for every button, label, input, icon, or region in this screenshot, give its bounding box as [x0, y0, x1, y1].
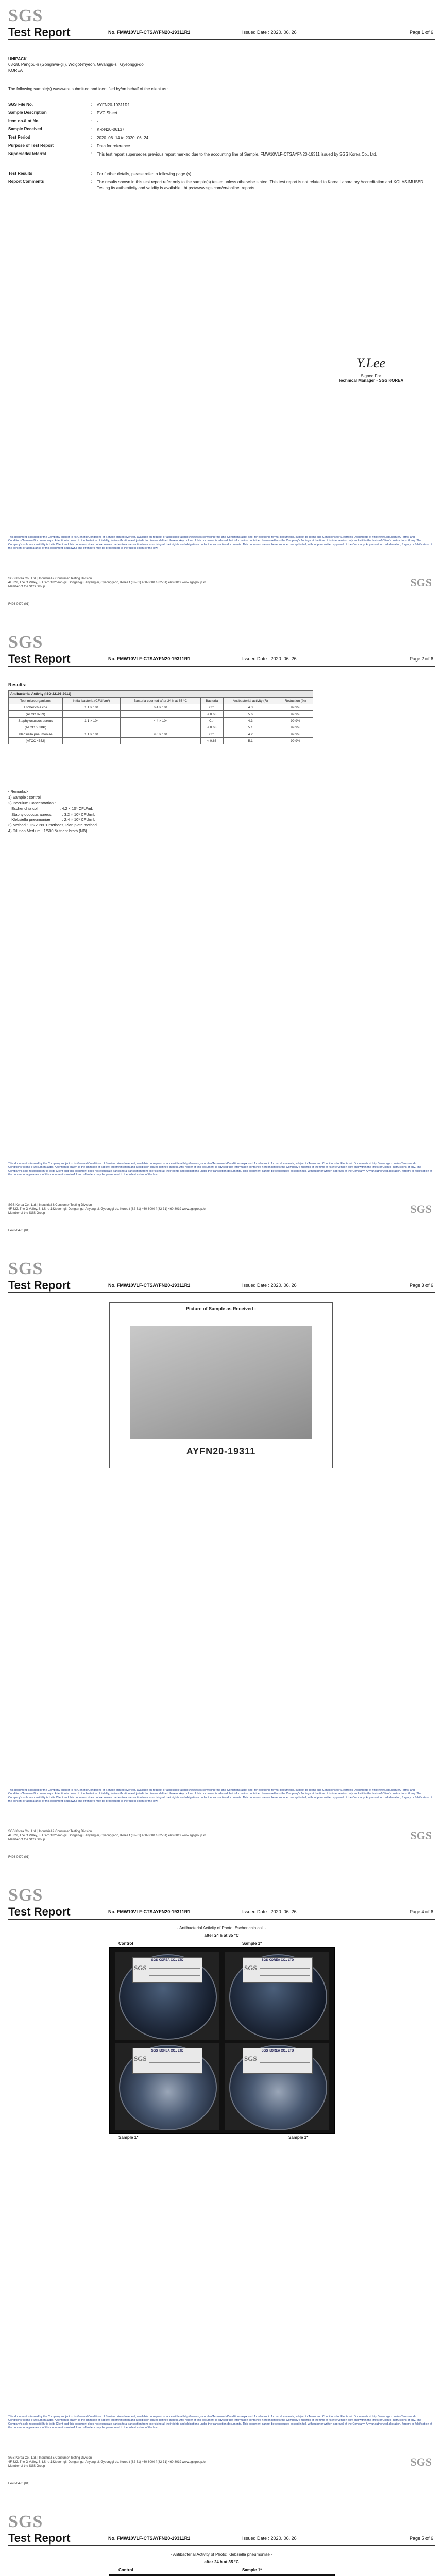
issued-date: Issued Date : 2020. 06. 26: [242, 30, 297, 35]
report-number: No. FMW10VLF-CTSAYFN20-19311R1: [108, 1909, 191, 1914]
results-table: [8, 690, 313, 744]
petri-dish: SGS KOREA CO., LTD SGS: [115, 1952, 219, 2040]
footer-company: SGS Korea Co., Ltd. | Industrial & Consumer Testing Division 4F 322, The O Valley, 8, LS-ro 182beon-gil, Dongan-gu, Anyang-si, Gyeonggi-do, Korea t (82-31) 460-8000 f (82-31) 460-8019 www.sgsgroup.kr Member of the SGS Group: [8, 577, 206, 588]
intro-text: The following sample(s) was/were submitted and identified by/on behalf of the client as :: [8, 87, 169, 91]
client-address: UNIPACK 63-28, Pangbu-ri (Gonghwa-gil), Wolgot-myeon, Gwangju-si, Gyeonggi-do KOREA: [8, 57, 144, 73]
report-page-5: [0, 2506, 443, 2576]
header-rule: [8, 1292, 435, 1293]
footer-company: SGS Korea Co., Ltd. | Industrial & Consumer Testing Division 4F 322, The O Valley, 8, LS-ro 182beon-gil, Dongan-gu, Anyang-si, Gyeonggi-do, Korea t (82-31) 460-8000 f (82-31) 460-8019 www.sgsgroup.kr Member of the SGS Group: [8, 1204, 206, 1215]
petri-title: - Antibacterial Activity of Photo: Klebsiella pneumoniae -: [171, 2552, 272, 2557]
sgs-logo: SGS: [8, 633, 43, 652]
sgs-logo: SGS: [8, 2512, 43, 2531]
table-row: (ATCC 4352) < 0.63 5.1 99.9%: [9, 738, 313, 744]
report-title: Test Report: [8, 2532, 71, 2545]
signature-block: Y.Lee Signed For Technical Manager - SGS KOREA: [309, 355, 433, 383]
table-row: Staphylococcus aureus 1.1 × 10⁵ 4.4 × 10⁵ Ctrl 4.3 99.9%: [9, 718, 313, 724]
report-number: No. FMW10VLF-CTSAYFN20-19311R1: [108, 1283, 191, 1288]
signature: Y.Lee: [356, 355, 386, 370]
page-number: Page 4 of 6: [410, 1909, 434, 1914]
petri-condition: after 24 h at 35 °C: [204, 1933, 239, 1938]
footer-sgs-logo: SGS: [410, 1202, 432, 1215]
page-number: Page 3 of 6: [410, 1283, 434, 1288]
table-header-row: Test microorganisms Initial bacteria (CFU/cm²) Bacteria counted after 24 h at 35 °C Bacteria Antibacterial activity (R) Reduction (%): [9, 698, 313, 704]
report-number: No. FMW10VLF-CTSAYFN20-19311R1: [108, 30, 191, 35]
table-row: Escherichia coli 1.1 × 10⁵ 6.4 × 10⁵ Ctrl 4.3 99.9%: [9, 704, 313, 711]
petri-dish: SGS KOREA CO., LTD SGS: [225, 1952, 329, 2040]
footer-disclaimer: This document is issued by the Company subject to its General Conditions of Service printed overleaf, available on request or accessible at http://www.sgs.com/en/Terms-and-Conditions.aspx and, for electronic format documents, subject to Terms and Conditions for Electronic Documents at http://www.sgs.com/en/Terms-and-Conditions/Terms-e-Document.aspx. Attention is drawn to the limitation of liability, indemnification and jurisdiction issues defined therein. Any holder of this document is advised that information contained hereon reflects the Company's findings at the time of its intervention only and within the limits of Client's instructions, if any. The Company's sole responsibility is to its Client and this document does not exonerate parties to a transaction from exercising all their rights and obligations under the transaction documents. This document cannot be reproduced except in full, without prior written approval of the Company. Any unauthorized alteration, forgery or falsification of the content or appearance of this document is unlawful and offenders may be prosecuted to the fullest extent of the law.: [8, 536, 432, 550]
report-page-2: [0, 626, 443, 1245]
footer-sgs-logo: SGS: [410, 1829, 432, 1842]
footer-disclaimer: This document is issued by the Company subject to its General Conditions of Service printed overleaf, available on request or accessible at http://www.sgs.com/en/Terms-and-Conditions.aspx and, for electronic format documents, subject to Terms and Conditions for Electronic Documents at http://www.sgs.com/en/Terms-and-Conditions/Terms-e-Document.aspx. Attention is drawn to the limitation of liability, indemnification and jurisdiction issues defined therein. Any holder of this document is advised that information contained hereon reflects the Company's findings at the time of its intervention only and within the limits of Client's instructions, if any. The Company's sole responsibility is to its Client and this document does not exonerate parties to a transaction from exercising all their rights and obligations under the transaction documents. This document cannot be reproduced except in full, without prior written approval of the Company. Any unauthorized alteration, forgery or falsification of the content or appearance of this document is unlawful and offenders may be prosecuted to the fullest extent of the law.: [8, 1789, 432, 1803]
footer: [8, 1789, 435, 1804]
page-number: Page 2 of 6: [410, 656, 434, 662]
table-row: (ATCC 6538P) < 0.63 5.1 99.9%: [9, 724, 313, 731]
petri-photo: [109, 2574, 335, 2576]
issued-date: Issued Date : 2020. 06. 26: [242, 2536, 297, 2541]
report-number: No. FMW10VLF-CTSAYFN20-19311R1: [108, 2536, 191, 2541]
table-row: Klebsiella pneumoniae 1.1 × 10⁵ 9.0 × 10⁵ Ctrl 4.2 99.9%: [9, 731, 313, 738]
sgs-logo: SGS: [8, 1259, 43, 1278]
table-caption: Antibacterial Activity (ISO 22196:2011): [9, 691, 313, 698]
issued-date: Issued Date : 2020. 06. 26: [242, 1283, 297, 1288]
petri-title: - Antibacterial Activity of Photo: Escherichia coli -: [177, 1926, 266, 1930]
footer: [8, 1162, 435, 1177]
report-page-1: SGS Test Report No. FMW10VLF-CTSAYFN20-19311R1 Issued Date : 2020. 06. 26 Page 1 of 6 UNIPACK 63-28, Pangbu-ri (Gonghwa-gil), Wolgot-myeon, Gwangju-si, Gyeonggi-do KOREA The following sample(s) was/were submitted and identified by/on behalf of the client as : SGS File No. : AYFN20-19311R1 Sample Description : PVC Sheet Item no./Lot No. : - Sample Received : KR-N20-06137 Test Period : 2020. 06. 14 to 2020. 06. 24 Purpose of Test Report : Data for reference Supersede/Referral : This test report supersedes previous report marked due to the accounting line of Sample, FMW10VLF-CTSAYFN20-19311 issued by SGS Korea Co., Ltd. Test Results : For further details, please refer to following page (s) Report Comments : The results shown in this test report refer only to the sample(s) tested unless otherwise stated. This test report is not related to Korea Laboratory Accreditation and KOLAS-MUSED. Testing its authenticity and validity is available : https://www.sgs.com/en/online_reports Y.Lee Signed For Technical Manager - SGS KOREA This document is issued by the Company subject to its General Conditions of Service printed overleaf, available on request or accessible at http://www.sgs.com/en/Terms-and-Conditions.aspx and, for electronic format documents, subject to Terms and Conditions for Electronic Documents at http://www.sgs.com/en/Terms-and-Conditions/Terms-e-Document.aspx. Attention is drawn to the limitation of liability, indemnification and jurisdiction issues defined therein. Any holder of this document is advised that information contained hereon reflects the Company's findings at the time of its intervention only and within the limits of Client's instructions, if any. The Company's sole responsibility is to its Client and this document does not exonerate parties to a transaction from exercising all their rights and obligations under the transaction documents. This document cannot be reproduced except in full, without prior written approval of the Company. Any unauthorized alteration, forgery or falsification of the content or appearance of this document is unlawful and offenders may be prosecuted to the fullest extent of the law. SGS Korea Co., Ltd. | Industrial & Consumer Testing Division 4F 322, The O Valley, 8, LS-ro 182beon-gil, Dongan-gu, Anyang-si, Gyeonggi-do, Korea t (82-31) 460-8000 f (82-31) 460-8019 www.sgsgroup.kr Member of the SGS Group SGS F426-0470 (01): [0, 0, 443, 618]
header-rule: [8, 666, 435, 667]
sgs-logo: SGS: [8, 1886, 43, 1905]
sample-tag: Sample 1*: [118, 2135, 139, 2140]
form-number: F426-0470 (01): [8, 1229, 30, 1232]
petri-condition: after 24 h at 35 °C: [204, 2560, 239, 2564]
sgs-logo: SGS: [8, 6, 43, 25]
footer-disclaimer: This document is issued by the Company subject to its General Conditions of Service printed overleaf, available on request or accessible at http://www.sgs.com/en/Terms-and-Conditions.aspx and, for electronic format documents, subject to Terms and Conditions for Electronic Documents at http://www.sgs.com/en/Terms-and-Conditions/Terms-e-Document.aspx. Attention is drawn to the limitation of liability, indemnification and jurisdiction issues defined therein. Any holder of this document is advised that information contained hereon reflects the Company's findings at the time of its intervention only and within the limits of Client's instructions, if any. The Company's sole responsibility is to its Client and this document does not exonerate parties to a transaction from exercising all their rights and obligations under the transaction documents. This document cannot be reproduced except in full, without prior written approval of the Company. Any unauthorized alteration, forgery or falsification of the content or appearance of this document is unlawful and offenders may be prosecuted to the fullest extent of the law.: [8, 2415, 432, 2430]
footer-disclaimer: This document is issued by the Company subject to its General Conditions of Service printed overleaf, available on request or accessible at http://www.sgs.com/en/Terms-and-Conditions.aspx and, for electronic format documents, subject to Terms and Conditions for Electronic Documents at http://www.sgs.com/en/Terms-and-Conditions/Terms-e-Document.aspx. Attention is drawn to the limitation of liability, indemnification and jurisdiction issues defined therein. Any holder of this document is advised that information contained hereon reflects the Company's findings at the time of its intervention only and within the limits of Client's instructions, if any. The Company's sole responsibility is to its Client and this document does not exonerate parties to a transaction from exercising all their rights and obligations under the transaction documents. This document cannot be reproduced except in full, without prior written approval of the Company. Any unauthorized alteration, forgery or falsification of the content or appearance of this document is unlawful and offenders may be prosecuted to the fullest extent of the law.: [8, 1162, 432, 1177]
footer-sgs-logo: SGS: [410, 576, 432, 589]
page-number: Page 1 of 6: [410, 30, 434, 35]
report-title: Test Report: [8, 1905, 71, 1918]
control-label: Control: [118, 1941, 133, 1946]
sample-picture: [109, 1302, 333, 1468]
footer: [8, 536, 435, 551]
sample-photo: [130, 1326, 312, 1439]
header-rule: [8, 39, 435, 40]
footer-company: SGS Korea Co., Ltd. | Industrial & Consumer Testing Division 4F 322, The O Valley, 8, LS-ro 182beon-gil, Dongan-gu, Anyang-si, Gyeonggi-do, Korea t (82-31) 460-8000 f (82-31) 460-8019 www.sgsgroup.kr Member of the SGS Group: [8, 2456, 206, 2468]
footer: [8, 2415, 435, 2430]
form-number: F426-0470 (01): [8, 1856, 30, 1859]
footer-sgs-logo: SGS: [410, 2455, 432, 2468]
control-label: Control: [118, 2568, 133, 2572]
petri-dish: SGS KOREA CO., LTD SGS: [225, 2043, 329, 2130]
report-title: Test Report: [8, 26, 71, 39]
issued-date: Issued Date : 2020. 06. 26: [242, 1909, 297, 1914]
report-page-3: [0, 1253, 443, 1871]
header-rule: [8, 2545, 435, 2546]
header-rule: [8, 1919, 435, 1920]
form-number: F426-0470 (01): [8, 2482, 30, 2485]
report-number: No. FMW10VLF-CTSAYFN20-19311R1: [108, 656, 191, 662]
sample-id-label: AYFN20-19311: [186, 1446, 256, 1456]
issued-date: Issued Date : 2020. 06. 26: [242, 656, 297, 662]
footer-company: SGS Korea Co., Ltd. | Industrial & Consumer Testing Division 4F 322, The O Valley, 8, LS-ro 182beon-gil, Dongan-gu, Anyang-si, Gyeonggi-do, Korea t (82-31) 460-8000 f (82-31) 460-8019 www.sgsgroup.kr Member of the SGS Group: [8, 1830, 206, 1841]
table-row: (ATCC 8739) < 0.63 5.6 99.9%: [9, 711, 313, 718]
report-title: Test Report: [8, 1279, 71, 1292]
sample-tag: Sample 1*: [288, 2135, 309, 2140]
report-title: Test Report: [8, 652, 71, 665]
results-heading: Results:: [8, 682, 27, 687]
sample-label: Sample 1*: [242, 2568, 262, 2572]
form-number: F426-0470 (01): [8, 603, 30, 606]
petri-dish: SGS KOREA CO., LTD SGS: [115, 2043, 219, 2130]
picture-title: Picture of Sample as Received :: [185, 1306, 257, 1311]
page-number: Page 5 of 6: [410, 2536, 434, 2541]
remarks: <Remarks> 1) Sample : control 2) Inoculum Concentration : Escherichia coli : 4.2 × 10⁵ CFU/mL Staphylococcus aureus : 3.2 × 10⁵ CFU/mL Klebsiella pneumoniae : 2.4 × 10⁵ CFU/mL 3) Method : JIS Z 2801 methods, Plan plate method 4) Dilution Medium : 1/500 Nutrient broth (NB): [8, 789, 97, 834]
report-page-4: [0, 1879, 443, 2498]
sample-label: Sample 1*: [242, 1941, 262, 1946]
petri-photo: [109, 1947, 335, 2134]
